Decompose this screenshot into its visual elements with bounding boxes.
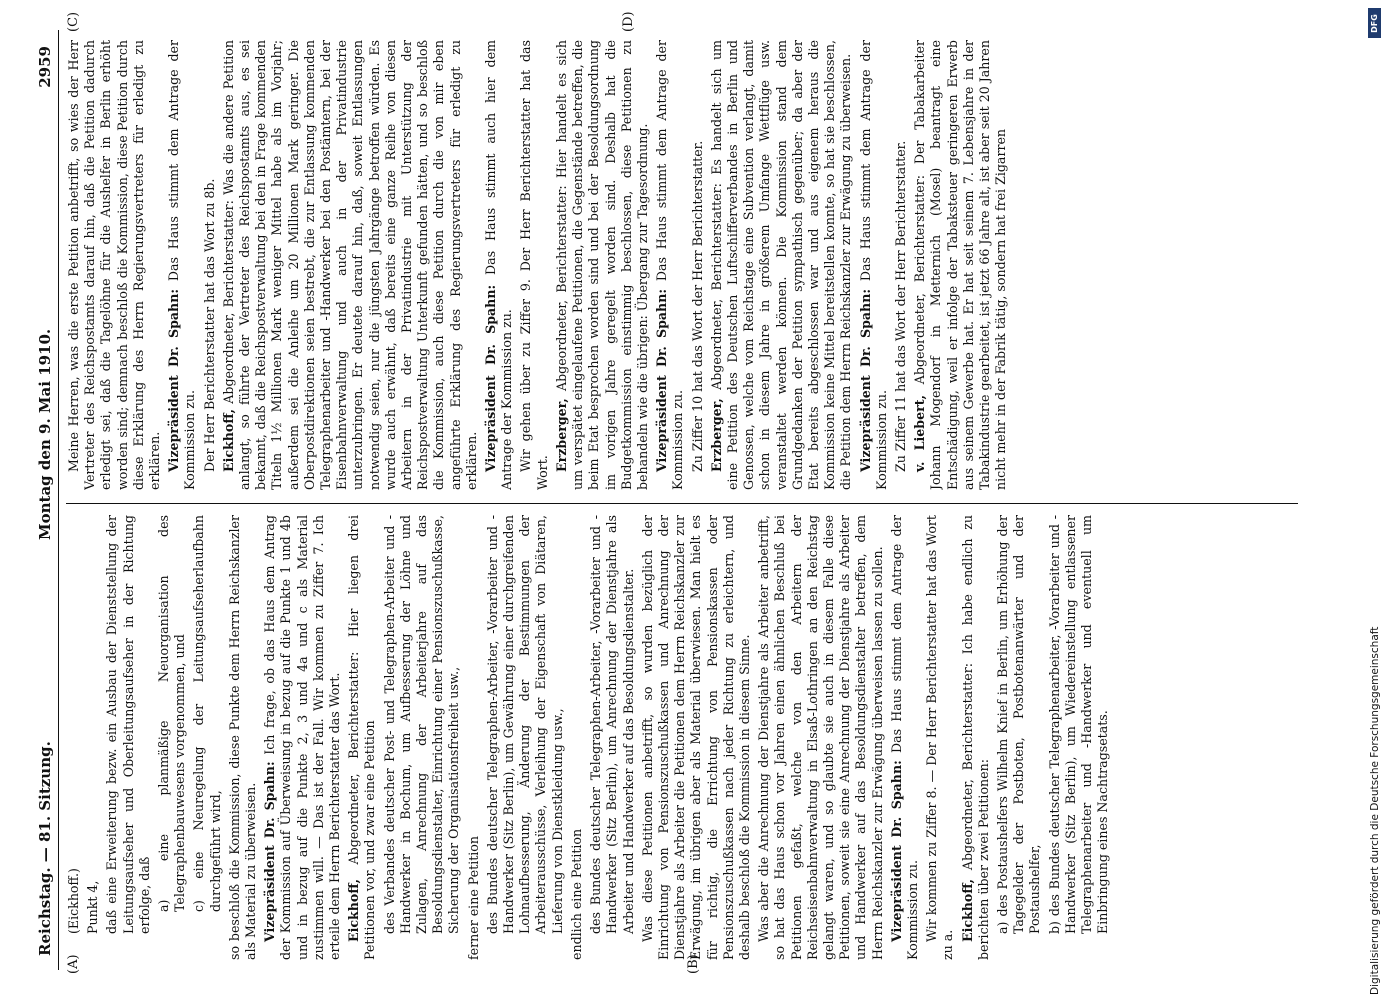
list-item: a) eine planmäßige Neuorganisation des Telegraphenbauwesens vorgenommen, und [156, 515, 188, 912]
paragraph: Eickhoff, Abgeordneter, Berichterstatter: Was die andere Petition anlangt, so führte der Vertreter des Reichspostamts aus, es sei bekannt, daß die Reichspostverwaltung bei den in Frage kommenden Titeln 1½ Millionen Mark weniger Mittel habe als im Vorjahr; außerdem sei die Anleihe um 20 Millionen Mark geringer. Die Oberpostdirektionen seien bestrebt, die zur Entlassung kommenden Telegraphenarbeiter und -Handwerker bei den Postämtern, bei der Eisenbahnverwaltung und auch in der Privatindustrie unterzubringen. Er deutete darauf hin, daß, soweit Entlassungen notwendig seien, nur die jüngsten Jahrgänge betroffen würden. Es wurde auch erwähnt, daß bereits eine ganze Reihe von diesen Arbeitern in der Privatindustrie mit Unterstützung der Reichspostverwaltung Unterkunft gefunden hätten, und so beschloß die Kommission, auch diese Petition durch die von mir eben angeführte Erklärung des Regierungsvertreters für erledigt zu erklären. [220, 40, 479, 490]
paragraph: ferner eine Petition [465, 835, 481, 960]
paragraph: Eickhoff, Abgeordneter, Berichterstatter: Hier liegen drei Petitionen vor, und zwar eine Petition [346, 515, 378, 960]
paragraph: endlich eine Petition [568, 828, 584, 960]
paragraph: Zu Ziffer 11 hat das Wort der Herr Berichterstatter. [892, 140, 908, 472]
paragraph: Erzberger, Abgeordneter, Berichterstatter: Es handelt sich um eine Petition des Deutschen Luftschifferverbandes in Berlin und Genossen, welche vom Reichstage eine Subvention verlangt, damit schon in diesem Jahre in größerem Umfange Wettflüge usw. veranstaltet werden können. Die Kommission stand dem Grundgedanken der Petition sympathisch gegenüber; da aber der Etat bereits abgeschlossen war und aus eigenem heraus die Kommission keine Mittel bereitstellen konnte, so hat sie beschlossen, die Petition dem Herrn Reichskanzler zur Erwägung zu überweisen. [708, 40, 854, 490]
paragraph: Wir gehen über zu Ziffer 9. Der Herr Berichterstatter hat das Wort. [518, 40, 550, 490]
paragraph: Der Herr Berichterstatter hat das Wort zu 8b. [201, 178, 217, 472]
dfg-logo-text: DFG [1370, 13, 1380, 33]
paragraph: des Verbandes deutscher Post- und Telegraphen-Arbeiter und -Handwerker in Bochum, um Aufbesserung der Löhne und Zulagen, Anrechnung der Arbeiterjahre auf das Besoldungsdienstalter, Einrichtung einer Pensionszuschußkasse, Sicherung der Organisationsfreiheit usw., [381, 515, 462, 934]
paragraph: Wir kommen zu Ziffer 8. — Der Herr Berichterstatter hat das Wort zu a. [924, 515, 956, 960]
speaker-name: Eickhoff, [346, 878, 362, 942]
list-item: b) des Bundes deutscher Telegraphenarbeiter, -Vorarbeiter und -Handwerker (Sitz Berlin), um Wiedereinstellung entlassener Telegraphenarbeiter und -Handwerker und eventuell um Einbringung eines Nachtragsetats. [1046, 515, 1111, 934]
paragraph: Was diese Petitionen anbetrifft, so wurden bezüglich der Einrichtung von Pensionszuschußkassen und Anrechnung der Dienstjahre als Arbeiter die Petitionen dem Herrn Reichskanzler zur Erwägung, im übrigen aber als Material überwiesen. Man hielt es für richtig, die Errichtung von Pensionskassen oder Pensionszuschußkassen nach jeder Richtung zu erleichtern, und deshalb beschloß die Kommission in diesem Sinne. [639, 515, 752, 960]
speaker-name: Vizepräsident Dr. Spahn: [654, 288, 670, 472]
left-column [66, 515, 1296, 960]
paragraph: des Bundes deutscher Telegraphen-Arbeiter, -Vorarbeiter und -Handwerker (Sitz Berlin), um Anrechnung der Dienstjahre als Arbeiter und Handwerker auf das Besoldungsdienstalter. [588, 515, 636, 934]
margin-marker-d: (D) [621, 11, 636, 32]
paragraph: Vizepräsident Dr. Spahn: Ich frage, ob das Haus dem Antrag der Kommission auf Überweisung in bezug auf die Punkte 1 und 4b und in bezug auf die Punkte 2, 3 und 4a und c als Material zustimmen will. — Das ist der Fall. Wir kommen zu Ziffer 7. Ich erteile dem Herrn Berichterstatter das Wort. [262, 515, 343, 960]
paragraph: daß eine Erweiterung bezw. ein Ausbau der Dienststellung der Leitungsaufseher und Oberleitungsaufseher in der Richtung erfolge, daß [104, 515, 152, 934]
margin-marker-b: (B) [686, 954, 701, 974]
speaker-name: Vizepräsident Dr. Spahn: [483, 284, 499, 472]
speaker-name: Vizepräsident Dr. Spahn: [262, 761, 278, 942]
paragraph: Punkt 4, [85, 880, 101, 934]
running-head [36, 30, 59, 970]
speaker-name: Vizepräsident Dr. Spahn: [857, 288, 873, 472]
paragraph: Was aber die Anrechnung der Dienstjahre als Arbeiter anbetrifft, so hat das Haus schon vor Jahren einen ähnlichen Beschluß bei Petitionen gefaßt, welche von den Arbeitern der Reichseisenbahnverwaltung in Elsaß-Lothringen an den Reichstag gelangt waren, und so glaubte sie auch in diesem Falle diese Petitionen, soweit sie eine Anrechnung der Dienstjahre als Arbeiter und Handwerker auf das Besoldungsdienstalter betreffen, dem Herrn Reichskanzler zur Erwägung überweisen lassen zu sollen. [756, 515, 885, 960]
speaker-name: v. Liebert, [912, 395, 928, 472]
right-column [66, 40, 1296, 490]
paragraph: Vizepräsident Dr. Spahn: Das Haus stimmt dem Antrage der Kommission zu. [888, 515, 920, 960]
paragraph: Vizepräsident Dr. Spahn: Das Haus stimmt dem Antrage der Kommission zu. [654, 40, 686, 490]
paragraph: Vizepräsident Dr. Spahn: Das Haus stimmt dem Antrage der Kommission zu. [857, 40, 889, 490]
paragraph: des Bundes deutscher Telegraphen-Arbeiter, -Vorarbeiter und -Handwerker (Sitz Berlin), um Gewährung einer durchgreifenden Lohnaufbesserung, Änderung der Bestimmungen der Arbeiterausschüsse, Verleihung der Eigenschaft von Diätaren, Lieferung von Dienstkleidung usw., [484, 515, 565, 934]
paragraph: Vizepräsident Dr. Spahn: Das Haus stimmt auch hier dem Antrage der Kommission zu. [483, 40, 515, 490]
margin-marker-c: (C) [66, 11, 81, 32]
dfg-logo [1368, 8, 1381, 38]
document-page [36, 11, 1304, 974]
speaker-name: Eickhoff, [220, 408, 236, 472]
page-number: 2959 [36, 46, 54, 88]
speaker-name: Erzberger, [553, 398, 569, 472]
speaker-name: Erzberger, [708, 398, 724, 472]
list-item: c) eine Neuregelung der Leitungsaufseherlaufbahn durchgeführt wird, [191, 515, 223, 912]
list-item: a) des Postaushelfers Wilhelm Knief in Berlin, um Erhöhung der Tagegelder der Postboten, Postbotenanwärter und der Postaushelfer, [994, 515, 1043, 934]
speaker-name: Vizepräsident Dr. Spahn: [166, 288, 182, 472]
column-rule [66, 503, 1298, 504]
running-head-left: Reichstag. — 81. Sitzung. [36, 741, 54, 956]
paragraph: Zu Ziffer 10 hat das Wort der Herr Berichterstatter. [689, 140, 705, 472]
margin-marker-a: (A) [66, 954, 81, 974]
digitization-credit: Digitalisierung gefördert durch die Deutsche Forschungsgemeinschaft [1369, 626, 1381, 995]
paragraph: Vizepräsident Dr. Spahn: Das Haus stimmt dem Antrage der Kommission zu. [166, 40, 198, 490]
speaker-name: Eickhoff, [959, 878, 975, 942]
speaker-name: Vizepräsident Dr. Spahn: [888, 760, 904, 942]
paragraph: so beschloß die Kommission, diese Punkte dem Herrn Reichskanzler als Material zu überweisen. [226, 515, 259, 960]
paragraph: v. Liebert, Abgeordneter, Berichterstatter: Der Tabakarbeiter Johann Mogendorf in Metternich (Mosel) beantragt eine Entschädigung, weil er infolge der Tabaksteuer geringeren Erwerb aus seinem Gewerbe hat. Er hat seit seinem 7. Lebensjahre in der Tabakindustrie gearbeitet, ist jetzt 66 Jahre alt, ist aber seit 20 Jahren nicht mehr in der Fabrik tätig, sondern hat frei Zigarren [912, 40, 1009, 490]
paragraph: Meine Herren, was die erste Petition anbetrifft, so wies der Herr Vertreter des Reichspostamts darauf hin, daß die Petition dadurch erledigt sei, daß die Tagelöhne für die Aushelfer in Berlin erhöht worden sind; demnach beschloß die Kommission, diese Petition durch diese Erklärung des Herrn Regierungsvertreters für erledigt zu erklären. [66, 40, 163, 490]
paragraph: Eickhoff, Abgeordneter, Berichterstatter: Ich habe endlich zu berichten über zwei Petitionen: [959, 515, 991, 960]
speaker-continuation: (Eickhoff.) [66, 868, 81, 934]
running-head-date: Montag den 9. Mai 1910. [36, 328, 54, 540]
paragraph: Erzberger, Abgeordneter, Berichterstatter: Hier handelt es sich um verspätet eingelaufene Petitionen, die Gegenstände betreffen, die beim Etat besprochen worden sind und bei der Besoldungsordnung im vorigen Jahre geregelt worden sind. Deshalb hat die Budgetkommission einstimmig beschlossen, diese Petitionen zu behandeln wie die übrigen: Übergang zur Tagesordnung. [553, 40, 650, 490]
